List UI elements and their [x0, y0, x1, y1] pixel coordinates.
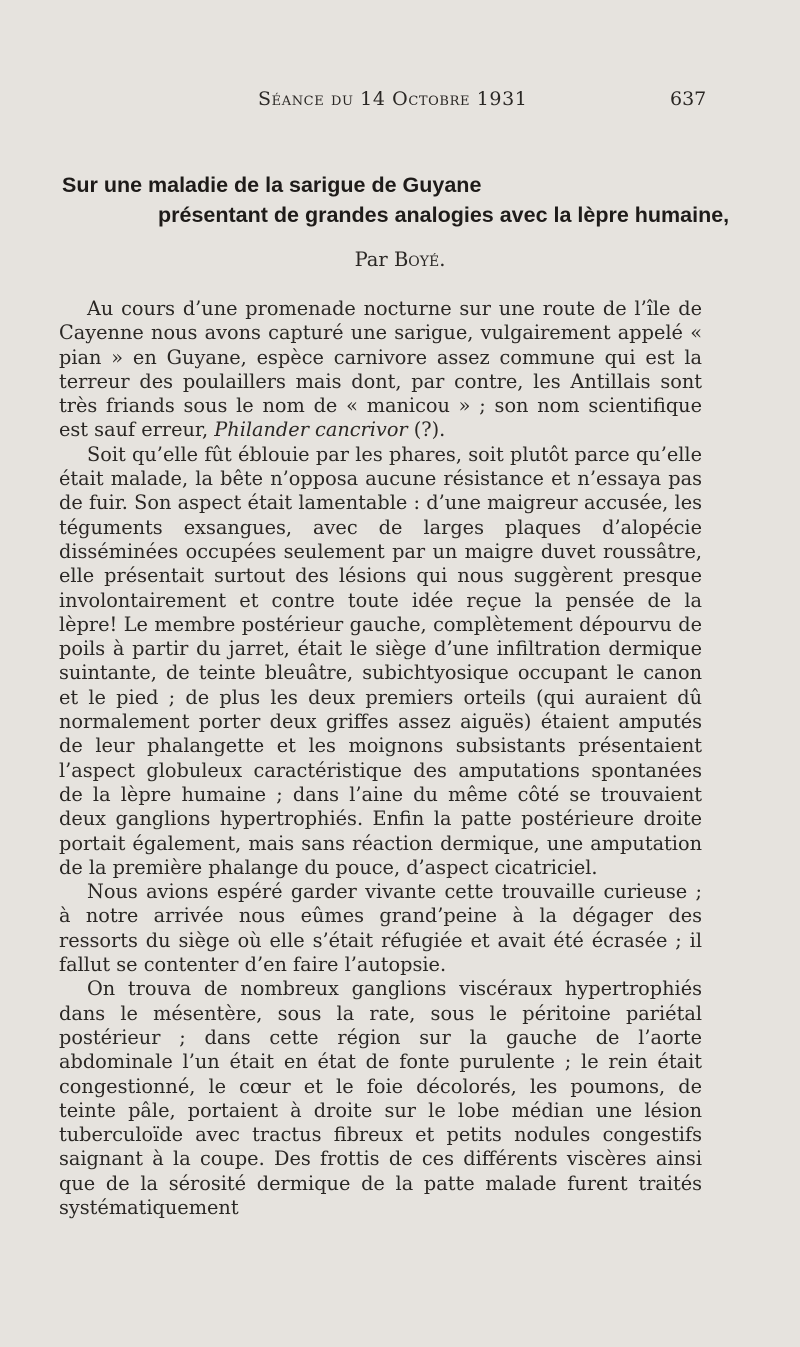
article-title-line-2: présentant de grandes analogies avec la lèpre humaine,	[158, 203, 730, 227]
byline-prefix: Par	[354, 248, 388, 271]
article-title-line-1: Sur une maladie de la sarigue de Guyane	[62, 173, 482, 197]
article-body	[59, 297, 702, 1220]
paragraph-4: On trouva de nombreux ganglions viscéraux hypertrophiés dans le mésentère, sous la rate, sous le péritoine pariétal postérieur ; dans cette région sur la gauche de l’aorte abdominale l’un était en état de fonte purulente ; le rein était congestionné, le cœur et le foie décolorés, les poumons, de teinte pâle, portaient à droite sur le lobe médian une lésion tuberculoïde avec tractus fibreux et petits nodules congestifs saignant à la coupe. Des frottis de ces différents viscères ainsi que de la sérosité dermique de la patte malade furent traités systématiquement	[59, 977, 702, 1219]
author-name: Boyé.	[393, 248, 446, 271]
article-title	[62, 170, 742, 230]
page-number: 637	[670, 88, 707, 110]
byline	[0, 248, 800, 271]
running-head: Séance du 14 Octobre 1931	[258, 88, 528, 110]
paragraph-1-end: (?).	[407, 418, 446, 442]
species-name: Philander cancrivor	[214, 418, 408, 442]
paragraph-1-text: Au cours d’une promenade nocturne sur une route de l’île de Cayenne nous avons capturé une sarigue, vulgairement appelé « pian » en Guyane, espèce carnivore assez commune qui est la terreur des poulaillers mais dont, par contre, les Antillais sont très friands sous le nom de « manicou » ; son nom scientifique est sauf erreur,	[59, 297, 702, 442]
paragraph-1	[59, 297, 702, 443]
paragraph-3: Nous avions espéré garder vivante cette trouvaille curieuse ; à notre arrivée nous eûmes grand’peine à la dégager des ressorts du siège où elle s’était réfugiée et avait été écrasée ; il fallut se contenter d’en faire l’autopsie.	[59, 880, 702, 977]
paragraph-2: Soit qu’elle fût éblouie par les phares, soit plutôt parce qu’elle était malade, la bête n’opposa aucune résistance et n’essaya pas de fuir. Son aspect était lamentable : d’une maigreur accusée, les téguments exsangues, avec de larges plaques d’alopécie disséminées occupées seulement par un maigre duvet roussâtre, elle présentait surtout des lésions qui nous suggèrent presque involontairement et contre toute idée reçue la pensée de la lèpre! Le membre postérieur gauche, complètement dépourvu de poils à partir du jarret, était le siège d’une infiltration dermique suintante, de teinte bleuâtre, subichtyosique occupant le canon et le pied ; de plus les deux premiers orteils (qui auraient dû normalement porter deux griffes assez aiguës) étaient amputés de leur phalangette et les moignons subsistants présentaient l’aspect globuleux caractéristique des amputations spontanées de la lèpre humaine ; dans l’aine du même côté se trouvaient deux ganglions hypertrophiés. Enfin la patte postérieure droite portait également, mais sans réaction dermique, une amputation de la première phalange du pouce, d’aspect cicatriciel.	[59, 442, 702, 879]
